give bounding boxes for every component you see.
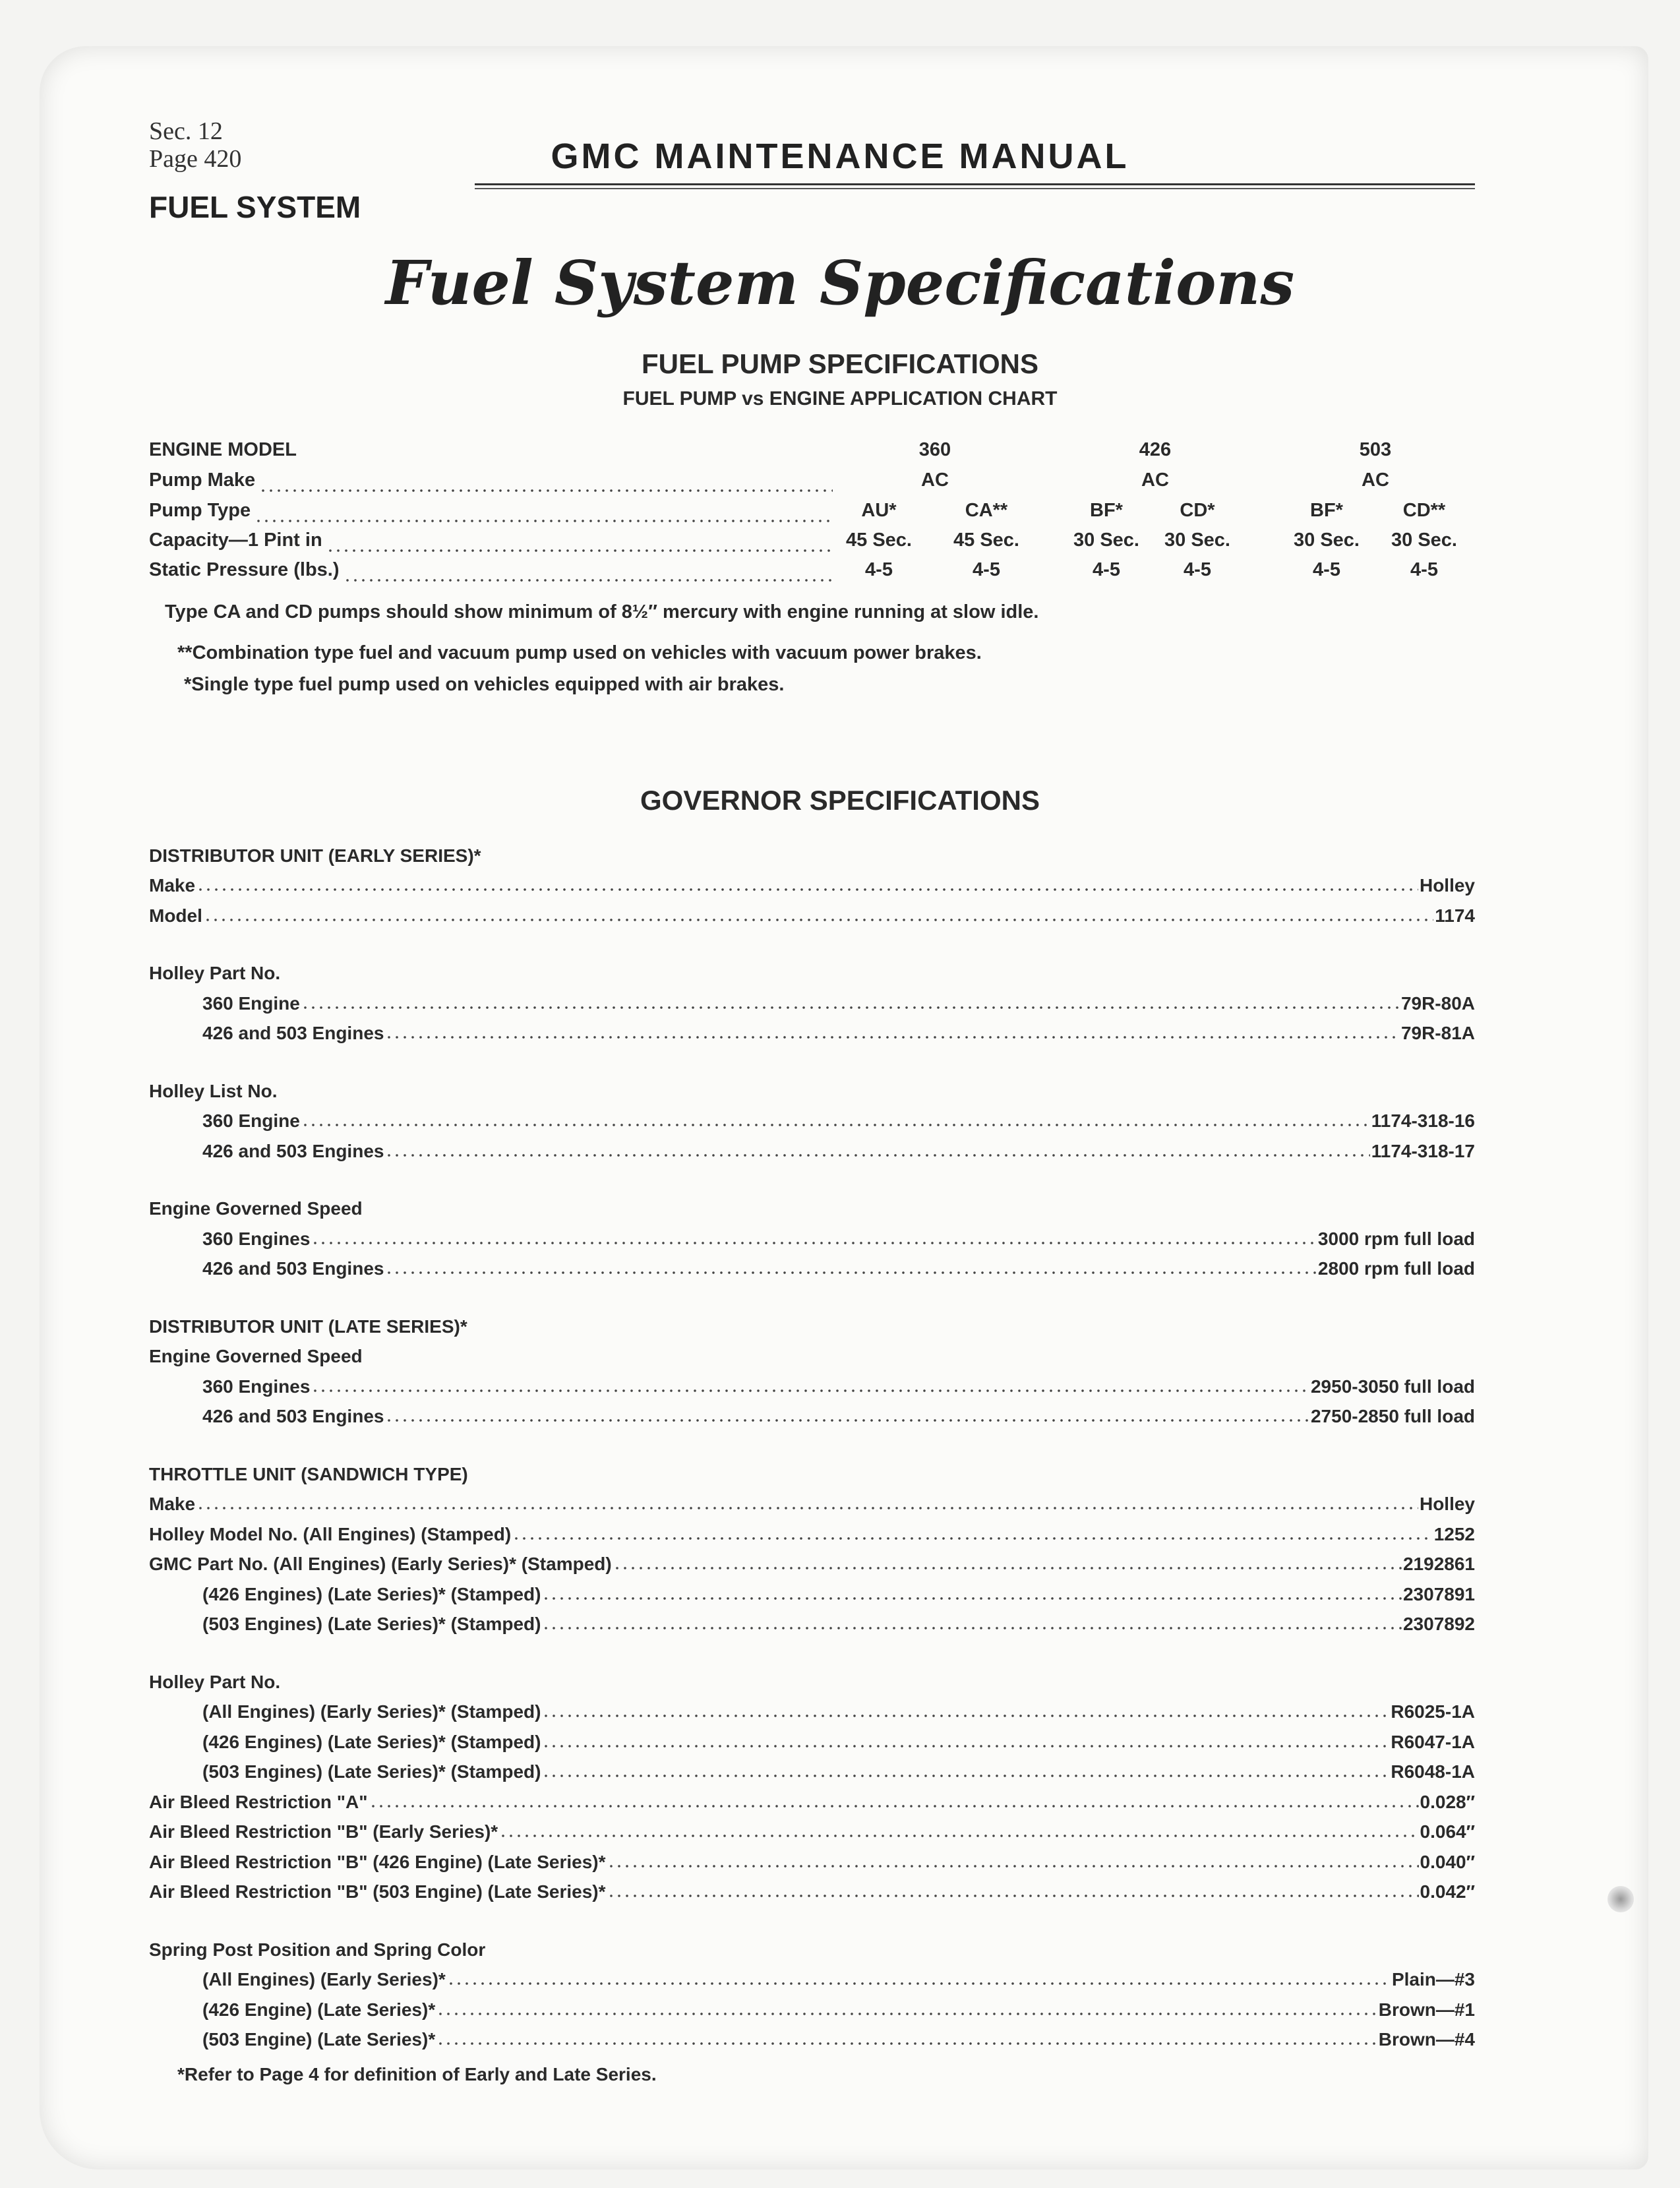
pump-cell: 503: [1359, 439, 1392, 460]
dot-leader: [326, 549, 833, 552]
spec-subheading: [149, 836, 1475, 866]
dot-leader: [542, 1745, 1389, 1747]
dot-leader: [613, 1567, 1402, 1569]
section-title: FUEL SYSTEM: [149, 190, 361, 224]
spec-row: [149, 1873, 1475, 1903]
dot-leader: [385, 1271, 1316, 1274]
spec-value: 1174-318-16: [1371, 1110, 1475, 1131]
pump-cell: 30 Sec.: [1294, 530, 1360, 551]
spec-label: GMC Part No. (All Engines) (Early Series)* (Stamped): [149, 1554, 612, 1574]
spec-subheading: [149, 1930, 1475, 1960]
dot-leader: [311, 1389, 1309, 1392]
spec-row: [149, 866, 1475, 897]
pump-cell: 45 Sec.: [846, 530, 912, 551]
spec-value: 1174: [1435, 905, 1475, 926]
dot-leader: [385, 1036, 1399, 1039]
dot-leader: [542, 1597, 1402, 1600]
governor-spec-list: [149, 836, 1475, 2050]
dot-leader: [196, 1507, 1418, 1509]
spec-value: Holley: [1419, 1494, 1475, 1514]
spec-label: Holley Part No.: [149, 1671, 281, 1692]
spec-group: [149, 1190, 1475, 1280]
pump-cell: AU*: [861, 500, 897, 521]
spec-row: [149, 1990, 1475, 2021]
section-number: Sec. 12: [149, 117, 223, 145]
pump-row-capacity: [149, 530, 1534, 559]
pump-row-label: Capacity—1 Pint in: [149, 530, 322, 551]
spec-label: 360 Engine: [202, 992, 300, 1014]
spec-value: 0.064″: [1420, 1821, 1475, 1842]
pump-cell: 4-5: [1313, 559, 1340, 580]
spec-label: Air Bleed Restriction "B" (Early Series)*: [149, 1821, 498, 1842]
dot-leader: [607, 1865, 1419, 1868]
spec-subheading: [149, 1190, 1475, 1220]
spec-label: Holley Part No.: [149, 963, 281, 983]
spec-group: [149, 954, 1475, 1045]
spec-label: 426 and 503 Engines: [202, 1023, 384, 1043]
pump-cell: 4-5: [1410, 559, 1438, 580]
dot-leader: [369, 1805, 1419, 1808]
spec-value: 2750-2850 full load: [1310, 1406, 1475, 1426]
spec-row: [149, 1367, 1475, 1397]
pump-row-pressure: [149, 559, 1534, 588]
spec-row: [149, 1219, 1475, 1250]
spec-row: [149, 1132, 1475, 1162]
pump-cell: BF*: [1090, 500, 1123, 521]
footnote: *Refer to Page 4 for definition of Early and Late Series.: [177, 2064, 657, 2084]
spec-value: 0.040″: [1420, 1851, 1475, 1872]
spec-value: R6048-1A: [1391, 1761, 1475, 1782]
spec-label: (503 Engines) (Late Series)* (Stamped): [202, 1761, 541, 1782]
spec-value: R6047-1A: [1391, 1731, 1475, 1752]
spec-value: 2192861: [1402, 1554, 1475, 1574]
dot-leader: [344, 579, 833, 582]
dot-leader: [436, 2042, 1377, 2045]
spec-subheading: [149, 1455, 1475, 1485]
dot-leader: [311, 1242, 1317, 1244]
dot-leader: [255, 520, 833, 522]
spec-value: R6025-1A: [1391, 1701, 1475, 1722]
spec-label: Spring Post Position and Spring Color: [149, 1939, 486, 1960]
spec-row: [149, 1485, 1475, 1515]
spec-label: 426 and 503 Engines: [202, 1406, 384, 1426]
spec-value: 2950-3050 full load: [1310, 1376, 1475, 1397]
fuel-pump-heading: FUEL PUMP SPECIFICATIONS: [641, 348, 1039, 379]
pump-cell: 4-5: [865, 559, 893, 580]
spec-value: 0.028″: [1420, 1791, 1475, 1812]
spec-label: (All Engines) (Early Series)* (Stamped): [202, 1701, 541, 1722]
spec-subheading: [149, 954, 1475, 985]
spec-row: [149, 1722, 1475, 1753]
spec-label: 426 and 503 Engines: [202, 1258, 384, 1279]
spec-subheading: [149, 1072, 1475, 1102]
dot-leader: [385, 1154, 1369, 1157]
spec-label: 360 Engines: [202, 1228, 311, 1249]
pump-row-label: ENGINE MODEL: [149, 439, 297, 460]
pump-cell: AC: [1362, 470, 1389, 491]
pump-cell: CD**: [1402, 500, 1446, 521]
page-number: Page 420: [149, 145, 242, 173]
spec-row: [149, 1813, 1475, 1843]
spec-value: 3000 rpm full load: [1317, 1228, 1475, 1249]
spec-label: Air Bleed Restriction "B" (426 Engine) (Late Series)*: [149, 1851, 606, 1872]
pump-row-pump-type: [149, 500, 1534, 529]
spec-label: DISTRIBUTOR UNIT (EARLY SERIES)*: [149, 845, 481, 866]
dot-leader: [512, 1537, 1433, 1540]
pump-cell: CD*: [1180, 500, 1215, 521]
dot-leader: [542, 1715, 1389, 1717]
spec-label: Model: [149, 905, 202, 926]
spec-value: Holley: [1419, 875, 1475, 896]
spec-label: 360 Engine: [202, 1110, 300, 1131]
dot-leader: [542, 1627, 1402, 1629]
spec-value: 79R-80A: [1400, 992, 1475, 1014]
pump-cell: AC: [1141, 470, 1169, 491]
pump-cell: AC: [921, 470, 949, 491]
spec-label: (503 Engine) (Late Series)*: [202, 2029, 436, 2050]
spec-label: THROTTLE UNIT (SANDWICH TYPE): [149, 1463, 468, 1484]
spec-group: [149, 1455, 1475, 1635]
spec-row: [149, 1753, 1475, 1783]
spec-label: Air Bleed Restriction "A": [149, 1791, 368, 1812]
spec-group: [149, 1930, 1475, 2050]
spec-row: [149, 984, 1475, 1014]
pump-cell: 30 Sec.: [1391, 530, 1457, 551]
spec-value: 2307891: [1402, 1583, 1475, 1604]
spec-value: 2800 rpm full load: [1317, 1258, 1475, 1279]
pump-cell: BF*: [1310, 500, 1343, 521]
spec-label: Holley List No.: [149, 1080, 278, 1101]
dot-leader: [542, 1775, 1389, 1777]
spec-row: [149, 1605, 1475, 1635]
spec-row: [149, 1250, 1475, 1280]
spec-value: 1174-318-17: [1371, 1140, 1475, 1161]
pump-row-label: Pump Type: [149, 500, 251, 521]
section-page-ref: [149, 117, 241, 173]
pump-cell: 360: [918, 439, 951, 460]
spec-value: Brown—#1: [1378, 1999, 1475, 2020]
scan-hole-mark: [1607, 1886, 1634, 1912]
spec-subheading: [149, 1307, 1475, 1337]
spec-label: Engine Governed Speed: [149, 1198, 363, 1219]
header-rule-thin: [475, 188, 1475, 189]
pump-note: Type CA and CD pumps should show minimum of 8½″ mercury with engine running at slow idle.: [165, 601, 1039, 623]
spec-value: 1252: [1433, 1523, 1475, 1544]
spec-row: [149, 1575, 1475, 1605]
pump-cell: 45 Sec.: [953, 530, 1019, 551]
spec-value: Plain—#3: [1391, 1969, 1475, 1990]
spec-label: (503 Engines) (Late Series)* (Stamped): [202, 1614, 541, 1634]
spec-label: Holley Model No. (All Engines) (Stamped): [149, 1523, 512, 1544]
spec-row: [149, 1545, 1475, 1575]
spec-label: (All Engines) (Early Series)*: [202, 1969, 446, 1990]
pump-cell: CA**: [965, 500, 1008, 521]
spec-value: 2307892: [1402, 1614, 1475, 1634]
spec-group: [149, 1072, 1475, 1162]
pump-cell: 4-5: [1093, 559, 1120, 580]
spec-row: [149, 1782, 1475, 1813]
spec-row: [149, 1515, 1475, 1545]
spec-value: 79R-81A: [1400, 1023, 1475, 1043]
spec-value: 0.042″: [1420, 1881, 1475, 1902]
pump-note: **Combination type fuel and vacuum pump used on vehicles with vacuum power brakes.: [177, 642, 982, 663]
dot-leader: [204, 919, 1433, 921]
spec-row: [149, 1842, 1475, 1873]
dot-leader: [499, 1835, 1418, 1837]
spec-label: 426 and 503 Engines: [202, 1140, 384, 1161]
spec-row: [149, 2021, 1475, 2051]
spec-row: [149, 896, 1475, 927]
dot-leader: [301, 1006, 1400, 1009]
spec-label: DISTRIBUTOR UNIT (LATE SERIES)*: [149, 1316, 467, 1337]
pump-cell: 30 Sec.: [1164, 530, 1230, 551]
dot-leader: [447, 1982, 1391, 1985]
spec-group: [149, 1307, 1475, 1427]
governor-heading: GOVERNOR SPECIFICATIONS: [640, 785, 1040, 816]
pump-note: *Single type fuel pump used on vehicles equipped with air brakes.: [184, 674, 785, 695]
spec-group: [149, 836, 1475, 927]
spec-label: (426 Engines) (Late Series)* (Stamped): [202, 1731, 541, 1752]
spec-row: [149, 1102, 1475, 1132]
fuel-pump-subheading: FUEL PUMP vs ENGINE APPLICATION CHART: [622, 388, 1058, 410]
spec-row: [149, 1014, 1475, 1045]
spec-value: Brown—#4: [1378, 2029, 1475, 2050]
spec-label: Make: [149, 875, 196, 896]
spec-label: 360 Engines: [202, 1376, 311, 1397]
spec-label: Engine Governed Speed: [149, 1346, 363, 1366]
dot-leader: [385, 1419, 1309, 1422]
spec-label: (426 Engine) (Late Series)*: [202, 1999, 436, 2020]
spec-row: [149, 1397, 1475, 1428]
spec-subheading: [149, 1662, 1475, 1693]
pump-cell: 4-5: [973, 559, 1000, 580]
pump-row-label: Pump Make: [149, 470, 256, 491]
pump-cell: 426: [1139, 439, 1172, 460]
spec-group: [149, 1662, 1475, 1902]
spec-label: Air Bleed Restriction "B" (503 Engine) (Late Series)*: [149, 1881, 606, 1902]
spec-label: Make: [149, 1494, 196, 1514]
dot-leader: [259, 489, 833, 492]
header-rule: [475, 183, 1475, 185]
dot-leader: [436, 2013, 1377, 2015]
page-title: Fuel System Specifications: [385, 247, 1295, 319]
spec-subheading: [149, 1337, 1475, 1368]
dot-leader: [196, 888, 1418, 891]
spec-row: [149, 1693, 1475, 1723]
spec-row: [149, 1960, 1475, 1991]
pump-cell: 4-5: [1184, 559, 1211, 580]
manual-title: GMC MAINTENANCE MANUAL: [551, 137, 1129, 176]
pump-row-engine-models: [149, 439, 1534, 468]
pump-row-label: Static Pressure (lbs.): [149, 559, 340, 580]
pump-row-pump-make: [149, 470, 1534, 499]
dot-leader: [607, 1895, 1419, 1897]
dot-leader: [301, 1124, 1370, 1126]
pump-cell: 30 Sec.: [1073, 530, 1139, 551]
spec-label: (426 Engines) (Late Series)* (Stamped): [202, 1583, 541, 1604]
